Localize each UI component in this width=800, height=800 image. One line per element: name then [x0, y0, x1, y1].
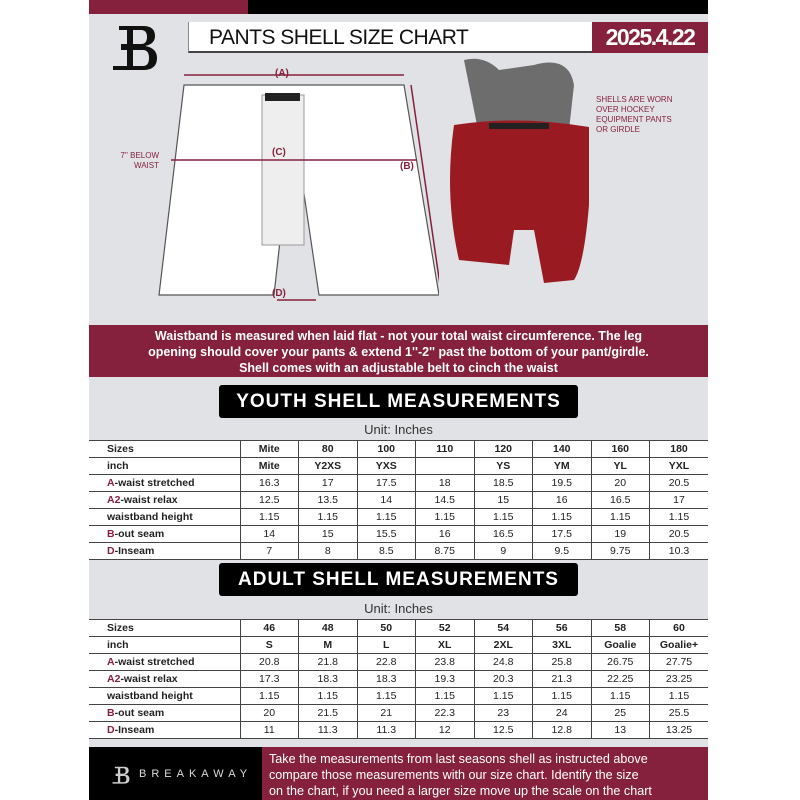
table-cell: YM: [533, 458, 592, 475]
row-label: [89, 475, 240, 492]
table-cell: 24.8: [474, 654, 533, 671]
youth-unit-label: Unit: Inches: [364, 422, 433, 437]
table-cell: 19.5: [533, 475, 592, 492]
table-cell: 18.5: [474, 475, 533, 492]
measurement-info-banner: [89, 325, 708, 377]
row-label-prefix: D: [107, 724, 115, 736]
table-cell: 160: [591, 441, 650, 458]
table-cell: 11.3: [299, 722, 358, 739]
table-cell: Goalie+: [650, 637, 709, 654]
table-cell: 1.15: [474, 509, 533, 526]
table-cell: 16: [533, 492, 592, 509]
table-cell: 1.15: [650, 509, 709, 526]
top-accent-bar: [89, 0, 248, 14]
table-cell: 12.8: [533, 722, 592, 739]
table-cell: 21.8: [299, 654, 358, 671]
table-cell: 15: [474, 492, 533, 509]
label-a: (A): [275, 68, 289, 79]
table-cell: 1.15: [357, 688, 416, 705]
table-row: [89, 492, 708, 509]
table-cell: 23.8: [416, 654, 475, 671]
table-cell: 20.5: [650, 526, 709, 543]
table-row: [89, 543, 708, 560]
row-label-prefix: A2: [107, 494, 121, 506]
table-cell: 140: [533, 441, 592, 458]
below-waist-note: 7'' BELOW WAIST: [120, 151, 159, 170]
table-cell: YL: [591, 458, 650, 475]
adult-size-table: [89, 619, 708, 739]
table-cell: 11: [240, 722, 299, 739]
table-cell: Mite: [240, 458, 299, 475]
row-label-prefix: B: [107, 528, 115, 540]
table-cell: 48: [299, 620, 358, 637]
table-cell: 56: [533, 620, 592, 637]
table-cell: 60: [650, 620, 709, 637]
table-cell: Goalie: [591, 637, 650, 654]
table-cell: 180: [650, 441, 709, 458]
table-cell: [416, 458, 475, 475]
table-cell: S: [240, 637, 299, 654]
table-cell: 7: [240, 543, 299, 560]
table-cell: 17.5: [357, 475, 416, 492]
row-label: [89, 705, 240, 722]
row-label: [89, 620, 240, 637]
table-cell: 1.15: [299, 509, 358, 526]
adult-unit-label: Unit: Inches: [364, 601, 433, 616]
table-cell: 120: [474, 441, 533, 458]
table-cell: 14: [357, 492, 416, 509]
banner-line: Shell comes with an adjustable belt to cinch the waist: [239, 361, 558, 375]
table-cell: 21.3: [533, 671, 592, 688]
table-cell: 17: [650, 492, 709, 509]
row-label-text: -Inseam: [114, 545, 155, 557]
table-cell: 16.5: [591, 492, 650, 509]
table-cell: 25: [591, 705, 650, 722]
row-label: [89, 722, 240, 739]
row-label-text: -waist stretched: [114, 656, 195, 668]
table-cell: 1.15: [240, 688, 299, 705]
table-cell: 1.15: [533, 509, 592, 526]
table-cell: L: [357, 637, 416, 654]
table-cell: 22.8: [357, 654, 416, 671]
table-row: [89, 441, 708, 458]
row-label-text: inch: [107, 639, 129, 651]
row-label: [89, 543, 240, 560]
table-row: [89, 654, 708, 671]
page-title: PANTS SHELL SIZE CHART: [209, 26, 469, 49]
table-cell: 16: [416, 526, 475, 543]
buckle-icon: [265, 93, 300, 101]
row-label-text: inch: [107, 460, 129, 472]
row-label-text: waistband height: [107, 511, 193, 523]
table-cell: 22.25: [591, 671, 650, 688]
youth-section-title: YOUTH SHELL MEASUREMENTS: [219, 385, 578, 418]
table-cell: 100: [357, 441, 416, 458]
pants-photo: [439, 55, 599, 290]
row-label-text: -out seam: [114, 707, 165, 719]
table-cell: XL: [416, 637, 475, 654]
table-cell: 23.25: [650, 671, 709, 688]
title-box: [188, 22, 592, 53]
table-cell: 27.75: [650, 654, 709, 671]
table-cell: 20.5: [650, 475, 709, 492]
table-cell: 12: [416, 722, 475, 739]
table-cell: 1.15: [357, 509, 416, 526]
table-cell: 17.5: [533, 526, 592, 543]
table-cell: 18: [416, 475, 475, 492]
row-label-text: waistband height: [107, 690, 193, 702]
footer-line: on the chart, if you need a larger size move up the scale on the chart: [269, 784, 652, 798]
label-d: (D): [272, 288, 286, 299]
table-cell: 8: [299, 543, 358, 560]
table-cell: 10.3: [650, 543, 709, 560]
table-cell: 8.5: [357, 543, 416, 560]
table-cell: 21: [357, 705, 416, 722]
table-cell: 15.5: [357, 526, 416, 543]
table-cell: 20.8: [240, 654, 299, 671]
row-label: [89, 441, 240, 458]
table-row: [89, 705, 708, 722]
date-badge: 2025.4.22: [592, 22, 708, 53]
banner-line: opening should cover your pants & extend 1''-2'' past the bottom of your pant/girdle.: [148, 345, 649, 359]
table-cell: 26.75: [591, 654, 650, 671]
table-cell: 25.5: [650, 705, 709, 722]
table-row: [89, 637, 708, 654]
table-cell: 1.15: [650, 688, 709, 705]
youth-size-table: [89, 440, 708, 560]
table-cell: 11.3: [357, 722, 416, 739]
table-cell: Mite: [240, 441, 299, 458]
table-cell: 14.5: [416, 492, 475, 509]
table-row: [89, 722, 708, 739]
row-label-text: -waist relax: [120, 673, 178, 685]
table-cell: 9: [474, 543, 533, 560]
table-cell: 1.15: [533, 688, 592, 705]
table-cell: 24: [533, 705, 592, 722]
table-cell: 18.3: [357, 671, 416, 688]
shell-note: SHELLS ARE WORN OVER HOCKEY EQUIPMENT PANTS OR GIRDLE: [596, 95, 673, 134]
banner-line: Waistband is measured when laid flat - not your total waist circumference. The leg: [154, 329, 643, 343]
table-cell: 9.75: [591, 543, 650, 560]
row-label: [89, 509, 240, 526]
table-cell: 54: [474, 620, 533, 637]
brand-name: BREAKAWAY: [139, 768, 253, 780]
table-cell: 21.5: [299, 705, 358, 722]
table-cell: 13: [591, 722, 650, 739]
table-cell: 1.15: [240, 509, 299, 526]
table-cell: 17.3: [240, 671, 299, 688]
table-row: [89, 620, 708, 637]
label-c: (C): [272, 147, 286, 158]
table-row: [89, 475, 708, 492]
row-label: [89, 526, 240, 543]
table-cell: YXL: [650, 458, 709, 475]
table-cell: 9.5: [533, 543, 592, 560]
footer-line: Take the measurements from last seasons shell as instructed above: [269, 752, 648, 766]
table-cell: 8.75: [416, 543, 475, 560]
row-label: [89, 688, 240, 705]
table-cell: 20: [591, 475, 650, 492]
table-cell: 1.15: [474, 688, 533, 705]
row-label-text: Sizes: [107, 443, 134, 455]
row-label-text: -out seam: [114, 528, 165, 540]
table-cell: 12.5: [240, 492, 299, 509]
table-cell: M: [299, 637, 358, 654]
table-cell: YXS: [357, 458, 416, 475]
table-cell: 52: [416, 620, 475, 637]
table-cell: 3XL: [533, 637, 592, 654]
table-cell: 80: [299, 441, 358, 458]
table-row: [89, 688, 708, 705]
table-cell: 14: [240, 526, 299, 543]
table-cell: 13.5: [299, 492, 358, 509]
top-black-bar: [248, 0, 708, 14]
table-cell: 18.3: [299, 671, 358, 688]
table-row: [89, 509, 708, 526]
row-label-text: -Inseam: [114, 724, 155, 736]
table-cell: 46: [240, 620, 299, 637]
table-cell: 1.15: [591, 688, 650, 705]
table-cell: 1.15: [591, 509, 650, 526]
row-label: [89, 671, 240, 688]
adult-section-title: ADULT SHELL MEASUREMENTS: [219, 563, 578, 596]
table-row: [89, 526, 708, 543]
row-label: [89, 654, 240, 671]
row-label-prefix: A: [107, 656, 115, 668]
table-cell: Y2XS: [299, 458, 358, 475]
table-cell: 58: [591, 620, 650, 637]
row-label: [89, 458, 240, 475]
row-label-text: -waist stretched: [114, 477, 195, 489]
row-label-text: -waist relax: [120, 494, 178, 506]
table-cell: 2XL: [474, 637, 533, 654]
table-cell: 25.8: [533, 654, 592, 671]
row-label-text: Sizes: [107, 622, 134, 634]
table-cell: 20: [240, 705, 299, 722]
table-cell: 50: [357, 620, 416, 637]
table-cell: 16.3: [240, 475, 299, 492]
table-cell: 19: [591, 526, 650, 543]
row-label-prefix: B: [107, 707, 115, 719]
breakaway-footer-logo-icon: [111, 762, 131, 788]
table-cell: 16.5: [474, 526, 533, 543]
table-cell: YS: [474, 458, 533, 475]
table-cell: 22.3: [416, 705, 475, 722]
table-cell: 13.25: [650, 722, 709, 739]
table-cell: 20.3: [474, 671, 533, 688]
table-cell: 19.3: [416, 671, 475, 688]
table-cell: 1.15: [416, 688, 475, 705]
row-label-prefix: A2: [107, 673, 121, 685]
row-label-prefix: A: [107, 477, 115, 489]
footer-instructions: [262, 747, 708, 800]
size-chart-page: [89, 0, 708, 800]
row-label-prefix: D: [107, 545, 115, 557]
table-cell: 110: [416, 441, 475, 458]
footer-line: compare those measurements with our size chart. Identify the size: [269, 768, 639, 782]
table-cell: 1.15: [299, 688, 358, 705]
row-label: [89, 492, 240, 509]
label-b: (B): [400, 161, 414, 172]
table-row: [89, 458, 708, 475]
table-cell: 23: [474, 705, 533, 722]
table-cell: 1.15: [416, 509, 475, 526]
table-row: [89, 671, 708, 688]
table-cell: 12.5: [474, 722, 533, 739]
pants-diagram: [149, 60, 439, 310]
row-label: [89, 637, 240, 654]
table-cell: 17: [299, 475, 358, 492]
table-cell: 15: [299, 526, 358, 543]
